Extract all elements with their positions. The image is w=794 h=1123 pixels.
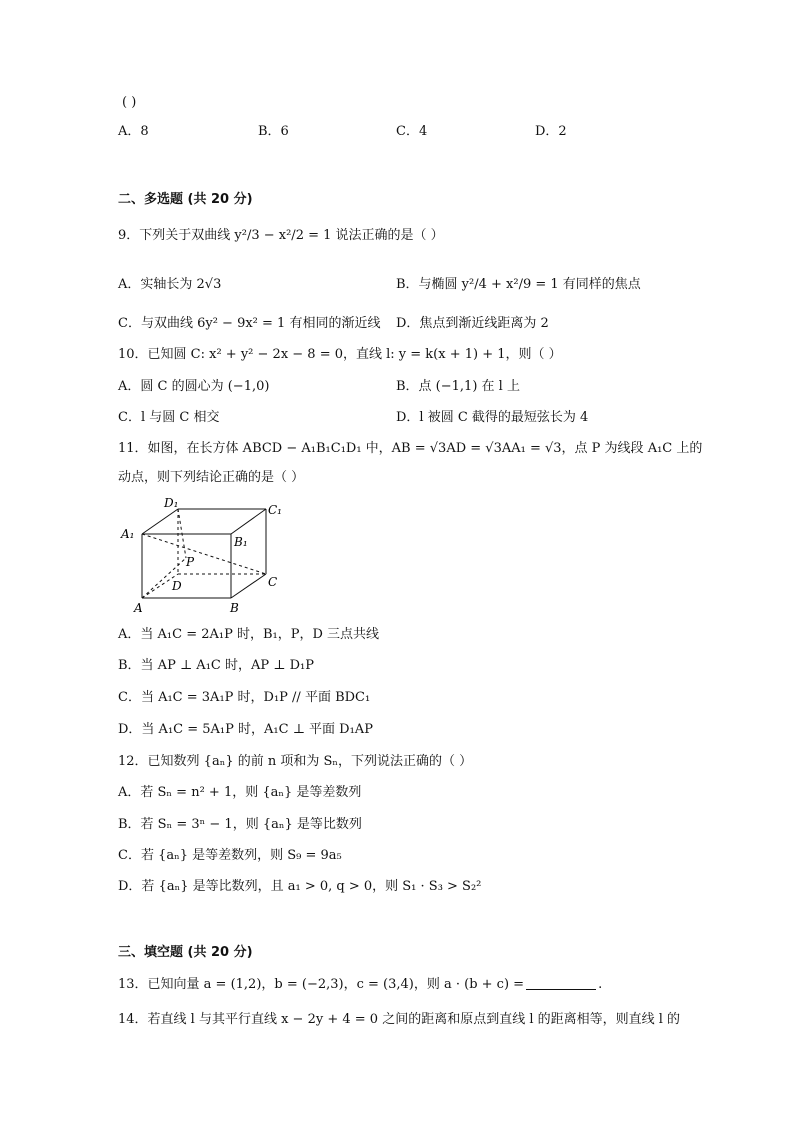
q8-option-d: D．2: [535, 124, 567, 139]
q9-stem: 9．下列关于双曲线 y²/3 − x²/2 = 1 说法正确的是（ ）: [118, 228, 444, 243]
q11-stem-line2: 动点，则下列结论正确的是（ ）: [118, 470, 305, 485]
q13-end: .: [598, 977, 603, 992]
q11-option-c: C．当 A₁C = 3A₁P 时，D₁P // 平面 BDC₁: [118, 690, 371, 705]
q12-stem: 12．已知数列 {aₙ} 的前 n 项和为 Sₙ，下列说法正确的（ ）: [118, 754, 473, 769]
label-b: B: [230, 601, 239, 615]
q10-option-d: D．l 被圆 C 截得的最短弦长为 4: [396, 410, 589, 425]
q10-option-c: C．l 与圆 C 相交: [118, 410, 220, 425]
label-a: A: [134, 601, 143, 615]
q8-answer-paren: ( ): [122, 95, 137, 110]
label-d1: D₁: [164, 496, 179, 510]
label-a1: A₁: [121, 527, 135, 541]
edge-a1-d1: [142, 509, 178, 534]
q12-option-d: D．若 {aₙ} 是等比数列，且 a₁ > 0, q > 0，则 S₁ · S₃ > S₂²: [118, 879, 482, 894]
q13-stem: 13．已知向量 a = (1,2)，b = (−2,3)，c = (3,4)，则 a · (b + c) =: [118, 977, 525, 992]
q12-option-a: A．若 Sₙ = n² + 1，则 {aₙ} 是等差数列: [118, 785, 362, 800]
label-c: C: [268, 575, 278, 589]
q14-stem: 14．若直线 l 与其平行直线 x − 2y + 4 = 0 之间的距离和原点到直线 l 的距离相等，则直线 l 的: [118, 1012, 681, 1027]
cuboid-figure: [118, 494, 293, 619]
section-title-fill-in: 三、填空题 (共 20 分): [118, 945, 253, 960]
q10-option-a: A．圆 C 的圆心为 (−1,0): [118, 379, 270, 394]
q9-option-b: B．与椭圆 y²/4 + x²/9 = 1 有同样的焦点: [396, 277, 641, 292]
q11-option-b: B．当 AP ⊥ A₁C 时，AP ⊥ D₁P: [118, 658, 314, 673]
q11-option-d: D．当 A₁C = 5A₁P 时，A₁C ⊥ 平面 D₁AP: [118, 722, 373, 737]
label-p: P: [186, 555, 195, 569]
q11-stem-line1: 11．如图，在长方体 ABCD − A₁B₁C₁D₁ 中，AB = √3AD = √3AA₁ = √3，点 P 为线段 A₁C 上的: [118, 441, 703, 456]
q10-stem: 10．已知圆 C: x² + y² − 2x − 8 = 0，直线 l: y = k(x + 1) + 1，则（ ）: [118, 347, 562, 362]
q9-option-c: C．与双曲线 6y² − 9x² = 1 有相同的渐近线: [118, 316, 381, 331]
section-title-multiple-choice: 二、多选题 (共 20 分): [118, 192, 253, 207]
label-d: D: [172, 579, 182, 593]
q8-option-c: C．4: [396, 124, 428, 139]
q13-line: [118, 975, 602, 995]
q11-option-a: A．当 A₁C = 2A₁P 时，B₁，P，D 三点共线: [118, 627, 380, 642]
edge-b1-c1: [231, 509, 266, 534]
q8-option-a: A．8: [118, 124, 149, 139]
q13-answer-blank[interactable]: [526, 975, 596, 990]
label-b1: B₁: [234, 535, 248, 549]
q10-option-b: B．点 (−1,1) 在 l 上: [396, 379, 520, 394]
q9-option-d: D．焦点到渐近线距离为 2: [396, 316, 549, 331]
q8-option-b: B．6: [258, 124, 289, 139]
label-c1: C₁: [268, 503, 282, 517]
q12-option-c: C．若 {aₙ} 是等差数列，则 S₉ = 9a₅: [118, 848, 342, 863]
q9-option-a: A．实轴长为 2√3: [118, 277, 222, 292]
q12-option-b: B．若 Sₙ = 3ⁿ − 1，则 {aₙ} 是等比数列: [118, 817, 362, 832]
edge-b-c: [231, 574, 266, 598]
